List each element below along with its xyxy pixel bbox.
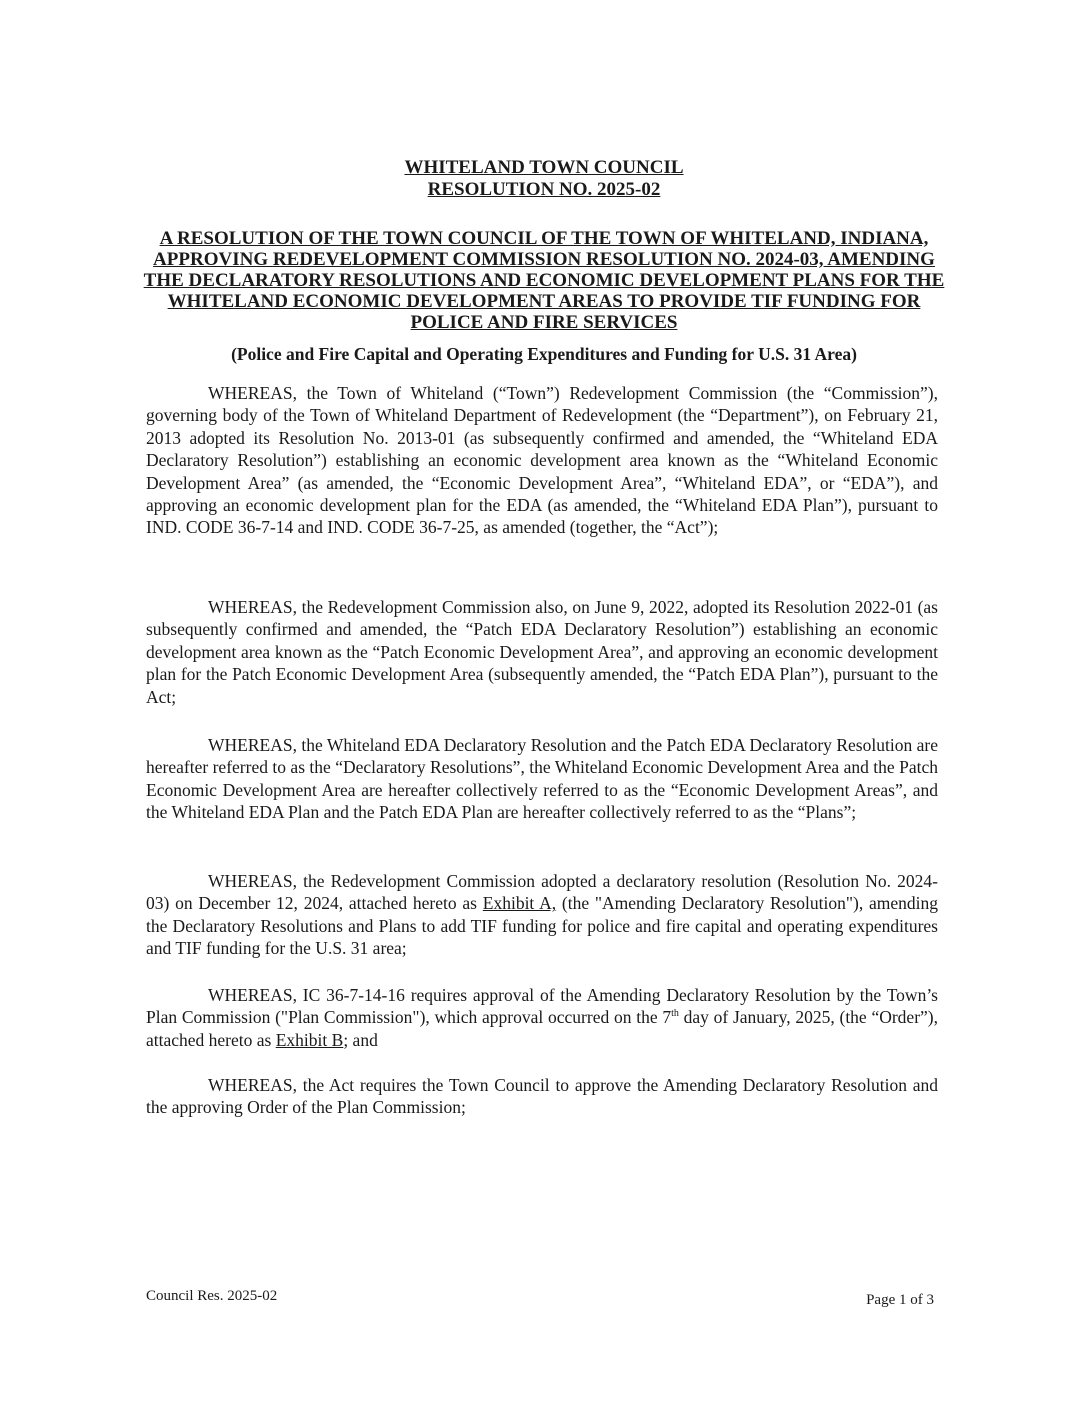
paragraph-5-text-b: day of January, 2025, (the “Order”), attached hereto as	[146, 1007, 938, 1050]
paragraph-5-text-a: WHEREAS, IC 36-7-14-16 requires approval of the Amending Declaratory Resolution by the Town’s Plan Commission ("Plan Commission"), which approval occurred on the 7	[146, 985, 938, 1028]
paragraph-4-text-b: (the "Amending Declaratory Resolution"), amending the Declaratory Resolutions and Plans to add TIF funding for police and fire capital and operating expenditures and TIF funding for the U.S. 31 area;	[146, 893, 938, 959]
paragraph-5-text-c: ; and	[343, 1029, 378, 1050]
footer-resolution-ref: Council Res. 2025-02	[146, 1288, 278, 1304]
whereas-paragraph-5	[146, 984, 938, 1051]
resolution-title: A RESOLUTION OF THE TOWN COUNCIL OF THE TOWN OF WHITELAND, INDIANA, APPROVING REDEVELOPMENT COMMISSION RESOLUTION NO. 2024-03, AMENDING THE DECLARATORY RESOLUTIONS AND ECONOMIC DEVELOPMENT PLANS FOR THE WHITELAND ECONOMIC DEVELOPMENT AREAS TO PROVIDE TIF FUNDING FOR POLICE AND FIRE SERVICES	[143, 228, 945, 333]
whereas-paragraph-3: WHEREAS, the Whiteland EDA Declaratory Resolution and the Patch EDA Declaratory Resolution are hereafter referred to as the “Declaratory Resolutions”, the Whiteland Economic Development Area and the Patch Economic Development Area are hereafter collectively referred to as the “Economic Development Areas”, and the Whiteland EDA Plan and the Patch EDA Plan are hereafter collectively referred to as the “Plans”;	[146, 735, 938, 823]
exhibit-a-reference: Exhibit A,	[482, 893, 557, 914]
footer-page-number: Page 1 of 3	[866, 1292, 934, 1308]
exhibit-b-reference: Exhibit B	[275, 1029, 344, 1050]
resolution-number: RESOLUTION NO. 2025-02	[427, 179, 661, 200]
whereas-paragraph-2: WHEREAS, the Redevelopment Commission also, on June 9, 2022, adopted its Resolution 2022-01 (as subsequently confirmed and amended, the “Patch EDA Declaratory Resolution”) establishing an economic development area known as the “Patch Economic Development Area”, and approving an economic development plan for the Patch Economic Development Area (subsequently amended, the “Patch EDA Plan”), pursuant to the Act;	[146, 597, 938, 707]
whereas-paragraph-6: WHEREAS, the Act requires the Town Council to approve the Amending Declaratory Resolution and the approving Order of the Plan Commission;	[146, 1075, 938, 1118]
resolution-subtitle: (Police and Fire Capital and Operating Expenditures and Funding for U.S. 31 Area)	[231, 344, 857, 364]
council-name: WHITELAND TOWN COUNCIL	[404, 157, 684, 178]
document-header	[0, 157, 1088, 201]
whereas-paragraph-1: WHEREAS, the Town of Whiteland (“Town”) Redevelopment Commission (the “Commission”), governing body of the Town of Whiteland Department of Redevelopment (the “Department”), on February 21, 2013 adopted its Resolution No. 2013-01 (as subsequently confirmed and amended, the “Whiteland EDA Declaratory Resolution”) establishing an economic development area known as the “Whiteland Economic Development Area” (as amended, the “Economic Development Area”, “Whiteland EDA”, or “EDA”), and approving an economic development plan for the EDA (as amended, the “Whiteland EDA Plan”), pursuant to IND. CODE 36-7-14 and IND. CODE 36-7-25, as amended (together, the “Act”);	[146, 383, 938, 538]
paragraph-4-text-a: WHEREAS, the Redevelopment Commission adopted a declaratory resolution (Resolution No. 2024-03) on December 12, 2024, attached hereto as	[146, 871, 938, 914]
whereas-paragraph-4	[146, 870, 938, 960]
ordinal-suffix: th	[671, 1008, 679, 1020]
